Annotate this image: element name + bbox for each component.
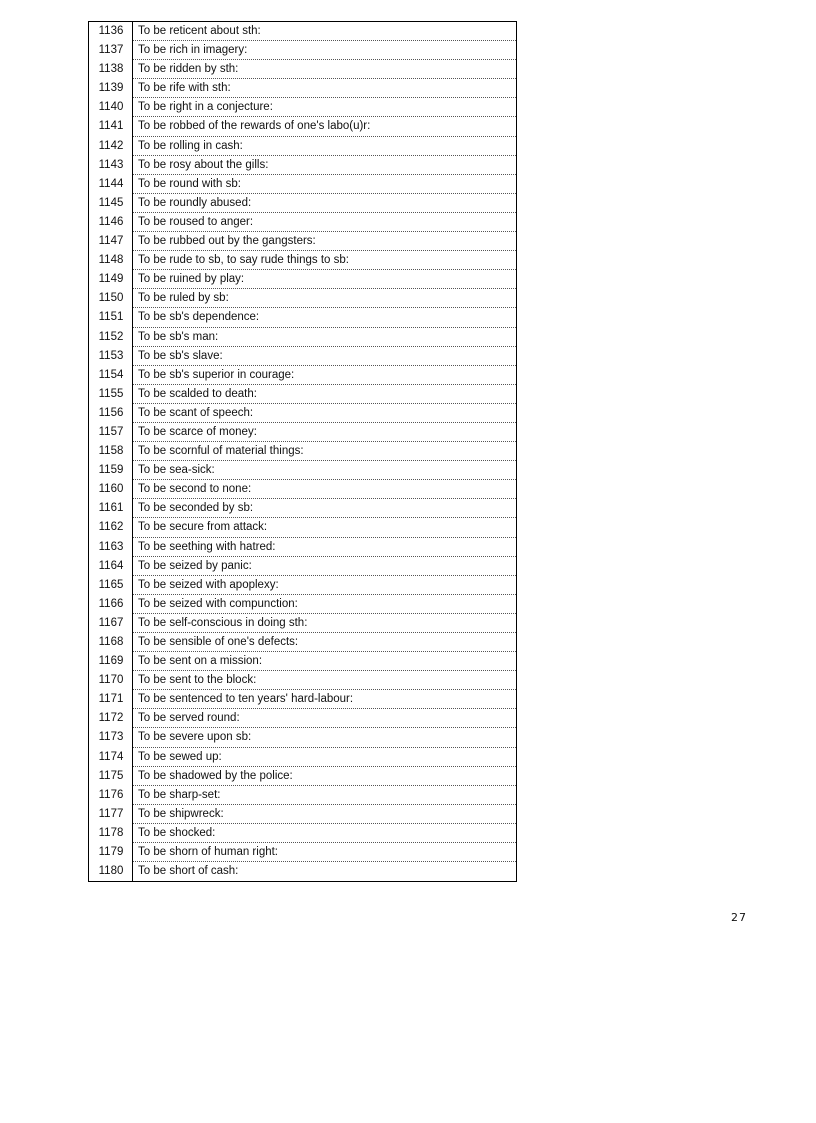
row-number: 1155 <box>89 385 133 404</box>
row-number: 1157 <box>89 423 133 442</box>
row-number: 1158 <box>89 442 133 461</box>
row-number: 1168 <box>89 633 133 652</box>
table-row <box>89 709 516 728</box>
row-phrase: To be second to none: <box>133 480 516 499</box>
table-row <box>89 843 516 862</box>
table-row <box>89 442 516 461</box>
row-phrase: To be sea-sick: <box>133 461 516 480</box>
row-phrase: To be rubbed out by the gangsters: <box>133 232 516 251</box>
row-number: 1154 <box>89 366 133 385</box>
table-row <box>89 576 516 595</box>
row-number: 1170 <box>89 671 133 690</box>
row-phrase: To be robbed of the rewards of one's labo(u)r: <box>133 117 516 136</box>
table-row <box>89 60 516 79</box>
row-number: 1156 <box>89 404 133 423</box>
row-number: 1177 <box>89 805 133 824</box>
row-number: 1151 <box>89 308 133 327</box>
table-row <box>89 557 516 576</box>
table-row <box>89 824 516 843</box>
row-phrase: To be served round: <box>133 709 516 728</box>
row-number: 1137 <box>89 41 133 60</box>
row-phrase: To be roused to anger: <box>133 213 516 232</box>
row-phrase: To be sb's man: <box>133 328 516 347</box>
table-row <box>89 690 516 709</box>
row-number: 1152 <box>89 328 133 347</box>
table-row <box>89 499 516 518</box>
row-phrase: To be reticent about sth: <box>133 22 516 41</box>
table-row <box>89 156 516 175</box>
row-number: 1176 <box>89 786 133 805</box>
row-phrase: To be rich in imagery: <box>133 41 516 60</box>
table-row <box>89 633 516 652</box>
row-phrase: To be self-conscious in doing sth: <box>133 614 516 633</box>
row-phrase: To be short of cash: <box>138 865 239 878</box>
table-row <box>89 270 516 289</box>
table-row <box>89 461 516 480</box>
table-row <box>89 22 516 41</box>
row-number: 1175 <box>89 767 133 786</box>
table-row <box>89 251 516 270</box>
row-phrase: To be shipwreck: <box>133 805 516 824</box>
row-phrase: To be rosy about the gills: <box>133 156 516 175</box>
table-row <box>89 614 516 633</box>
row-number: 1140 <box>89 98 133 117</box>
table-row <box>89 213 516 232</box>
row-phrase: To be seized with apoplexy: <box>133 576 516 595</box>
table-row <box>89 98 516 117</box>
row-number: 1159 <box>89 461 133 480</box>
table-row <box>89 786 516 805</box>
row-phrase: To be sentenced to ten years' hard-labour: <box>133 690 516 709</box>
row-phrase: To be sewed up: <box>133 748 516 767</box>
table-row <box>89 404 516 423</box>
row-phrase: To be secure from attack: <box>133 518 516 537</box>
row-number: 1173 <box>89 728 133 747</box>
row-phrase: To be ridden by sth: <box>133 60 516 79</box>
table-row <box>89 728 516 747</box>
row-phrase: To be seized by panic: <box>133 557 516 576</box>
row-phrase: To be ruled by sb: <box>133 289 516 308</box>
row-phrase: To be rife with sth: <box>133 79 516 98</box>
row-phrase: To be seized with compunction: <box>133 595 516 614</box>
table-row <box>89 671 516 690</box>
table-row <box>89 595 516 614</box>
row-phrase: To be rolling in cash: <box>133 137 516 156</box>
table-row <box>89 175 516 194</box>
row-phrase: To be shocked: <box>133 824 516 843</box>
row-number: 1145 <box>89 194 133 213</box>
row-number: 1160 <box>89 480 133 499</box>
row-number: 1169 <box>89 652 133 671</box>
row-phrase: To be roundly abused: <box>133 194 516 213</box>
table-row <box>89 862 516 881</box>
page-number: 27 <box>731 911 747 924</box>
row-number: 1174 <box>89 748 133 767</box>
row-number: 1150 <box>89 289 133 308</box>
row-number: 1138 <box>89 60 133 79</box>
row-number: 1139 <box>89 79 133 98</box>
row-number: 1172 <box>89 709 133 728</box>
table-row <box>89 652 516 671</box>
phrase-table <box>88 21 517 882</box>
row-phrase: To be sensible of one's defects: <box>133 633 516 652</box>
table-row <box>89 347 516 366</box>
table-row <box>89 137 516 156</box>
table-row <box>89 289 516 308</box>
row-phrase: To be scornful of material things: <box>133 442 516 461</box>
row-phrase: To be scalded to death: <box>133 385 516 404</box>
row-number: 1178 <box>89 824 133 843</box>
table-row <box>89 232 516 251</box>
row-number: 1167 <box>89 614 133 633</box>
row-number: 1146 <box>89 213 133 232</box>
row-number: 1180 <box>89 862 133 881</box>
row-number: 1171 <box>89 690 133 709</box>
row-number: 1164 <box>89 557 133 576</box>
row-number: 1143 <box>89 156 133 175</box>
row-phrase: To be scarce of money: <box>133 423 516 442</box>
row-number: 1165 <box>89 576 133 595</box>
row-phrase: To be sb's dependence: <box>133 308 516 327</box>
row-phrase: To be scant of speech: <box>133 404 516 423</box>
row-phrase: To be shadowed by the police: <box>133 767 516 786</box>
table-row <box>89 518 516 537</box>
row-phrase: To be sent to the block: <box>133 671 516 690</box>
row-number: 1148 <box>89 251 133 270</box>
row-number: 1153 <box>89 347 133 366</box>
row-phrase: To be seconded by sb: <box>133 499 516 518</box>
table-row <box>89 194 516 213</box>
row-phrase: To be right in a conjecture: <box>133 98 516 117</box>
table-row <box>89 805 516 824</box>
row-phrase: To be severe upon sb: <box>133 728 516 747</box>
row-phrase: To be sb's slave: <box>133 347 516 366</box>
row-number: 1161 <box>89 499 133 518</box>
table-row <box>89 538 516 557</box>
row-number: 1163 <box>89 538 133 557</box>
table-row <box>89 328 516 347</box>
row-number: 1136 <box>89 22 133 41</box>
row-number: 1162 <box>89 518 133 537</box>
row-number: 1144 <box>89 175 133 194</box>
table-row <box>89 79 516 98</box>
row-phrase: To be seething with hatred: <box>133 538 516 557</box>
row-phrase: To be shorn of human right: <box>133 843 516 862</box>
table-row <box>89 117 516 136</box>
row-number: 1147 <box>89 232 133 251</box>
row-phrase: To be rude to sb, to say rude things to sb: <box>133 251 516 270</box>
table-row <box>89 748 516 767</box>
table-row <box>89 385 516 404</box>
table-row <box>89 423 516 442</box>
row-phrase: To be sb's superior in courage: <box>133 366 516 385</box>
row-phrase: To be sent on a mission: <box>133 652 516 671</box>
row-number: 1179 <box>89 843 133 862</box>
table-row <box>89 480 516 499</box>
row-phrase: To be round with sb: <box>133 175 516 194</box>
table-row <box>89 308 516 327</box>
table-row <box>89 366 516 385</box>
row-phrase: To be sharp-set: <box>133 786 516 805</box>
row-number: 1149 <box>89 270 133 289</box>
row-number: 1166 <box>89 595 133 614</box>
row-phrase: To be ruined by play: <box>133 270 516 289</box>
table-row <box>89 41 516 60</box>
row-number: 1142 <box>89 137 133 156</box>
table-row <box>89 767 516 786</box>
row-number: 1141 <box>89 117 133 136</box>
